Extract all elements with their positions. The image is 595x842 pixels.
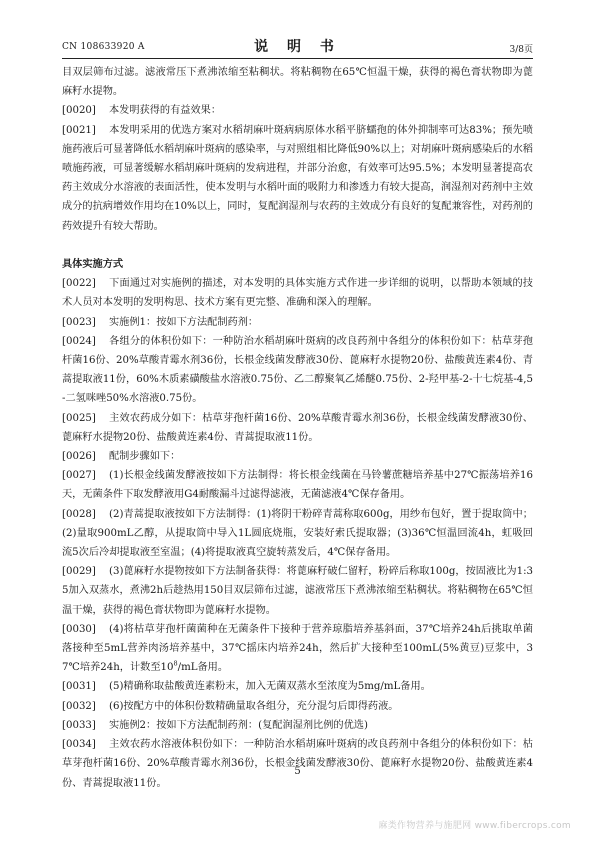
page-number: 5 bbox=[294, 766, 301, 777]
paragraph bbox=[62, 274, 533, 312]
page-header bbox=[62, 34, 533, 56]
paragraph-number: [0032] bbox=[62, 700, 96, 712]
paragraph-number: [0033] bbox=[62, 719, 96, 731]
paragraph bbox=[62, 332, 533, 409]
paragraph-text: 主效农药水溶液体积份如下：一种防治水稻胡麻叶斑病的改良药剂中各组分的体积份如下：枯草芽孢杆菌16份、20%草酸青霉水剂36份，长根金线菌发酵液30份、蓖麻籽水提物20份、盐酸黄连素4份、青蒿提取液11份。 bbox=[62, 739, 533, 789]
paragraph-text: (1)长根金线菌发酵液按如下方法制得：将长根金线菌在马铃薯蔗糖培养基中27℃振荡培养16天，无菌条件下取发酵液用G4耐酸漏斗过滤得滤液，无菌滤液4℃保存备用。 bbox=[62, 470, 533, 501]
paragraph-number: [0024] bbox=[62, 335, 96, 347]
document-body bbox=[62, 63, 533, 793]
paragraph bbox=[62, 620, 533, 678]
paragraph-text: (6)按配方中的体积份数精确量取各组分，充分混匀后即得药液。 bbox=[109, 700, 399, 712]
paragraph-text: (5)精确称取盐酸黄连素粉末，加入无菌双蒸水至浓度为5mg/mL备用。 bbox=[109, 681, 431, 693]
paragraph-text: 主效农药成分如下：枯草芽孢杆菌16份、20%草酸青霉水剂36份，长根金线菌发酵液30份、蓖麻籽水提物20份、盐酸黄连素4份、青蒿提取液11份。 bbox=[62, 412, 533, 443]
paragraph-text: 下面通过对实施例的描述，对本发明的具体实施方式作进一步详细的说明，以帮助本领域的技术人员对本发明的发明构思、技术方案有更完整、准确和深入的理解。 bbox=[62, 278, 533, 309]
paragraph-text: 本发明获得的有益效果： bbox=[109, 105, 222, 117]
paragraph bbox=[62, 447, 533, 466]
paragraph-number: [0023] bbox=[62, 316, 96, 328]
paragraph-text: (2)青蒿提取液按如下方法制得：(1)将阴干粉碎青蒿称取600g，用纱布包好，置于提取筒中；(2)量取900mL乙醇，从提取筒中导入1L圆底烧瓶，安装好索氏提取器；(3)36℃恒温回流4h，虹吸回流5次后冷却提取液至室温；(4)将提取液真空旋转蒸发后，4℃保存备用。 bbox=[62, 508, 533, 559]
paragraph bbox=[62, 313, 533, 332]
paragraph-number: [0027] bbox=[62, 470, 96, 482]
paragraph-number: [0022] bbox=[62, 278, 96, 290]
paragraph bbox=[62, 505, 533, 563]
header-rule bbox=[62, 58, 533, 59]
section-heading: 具体实施方式 bbox=[62, 258, 124, 271]
paragraph-number: [0034] bbox=[62, 739, 96, 751]
paragraph bbox=[62, 101, 533, 120]
paragraph-text: (4)将枯草芽孢杆菌菌种在无菌条件下接种于营养琼脂培养基斜面，37℃培养24h后挑取单菌落接种至5mL营养肉汤培养基中，37℃摇床内培养24h，然后扩大接种至100mL(5%黄豆)豆浆中，37℃培养24h，计数至$10^8/mL$备用。 bbox=[62, 623, 533, 674]
paragraph-number: [0025] bbox=[62, 412, 96, 424]
document-title: 说 明 书 bbox=[254, 39, 341, 55]
paragraph bbox=[62, 409, 533, 447]
paragraph bbox=[62, 677, 533, 696]
paragraph-number: [0030] bbox=[62, 623, 96, 635]
paragraph-number: [0021] bbox=[62, 124, 96, 136]
paragraph-text: 实施例2：按如下方法配制药剂：(复配润湿剂比例的优选) bbox=[109, 719, 368, 731]
paragraph-text: 实施例1：按如下方法配制药剂： bbox=[109, 316, 259, 328]
paragraph-number: [0020] bbox=[62, 105, 96, 117]
paragraph bbox=[62, 466, 533, 504]
paragraph-number: [0031] bbox=[62, 681, 96, 693]
paragraph-text: (3)蓖麻籽水提物按如下方法制备获得：将蓖麻籽破仁留籽，粉碎后称取100g，按固液比为1:35加入双蒸水，煮沸2h后趁热用150目双层筛布过滤，滤液常压下煮沸浓缩至粘稠状。将粘稠物在65℃恒温干燥，获得的褐色膏状物即为蓖麻籽水提物。 bbox=[62, 566, 533, 616]
paragraph-text: 各组分的体积份如下：一种防治水稻胡麻叶斑病的改良药剂中各组分的体积份如下：枯草芽孢杆菌16份、20%草酸青霉水剂36份，长根金线菌发酵液30份、蓖麻籽水提物20份、盐酸黄连素4份、青蒿提取液11份，60%木质素磺酸盐水溶液0.75份、乙二醇聚氧乙烯醚0.75份、2-羟甲基-2-十七烷基-4,5-二氢咪唑50%水溶液0.75份。 bbox=[62, 335, 533, 405]
paragraph-number: [0026] bbox=[62, 451, 96, 463]
paragraph bbox=[62, 716, 533, 735]
paragraph-text: 配制步骤如下： bbox=[109, 451, 181, 463]
watermark: 麻类作物营养与施肥网 www.fibercrops.com bbox=[378, 821, 571, 831]
paragraph bbox=[62, 697, 533, 716]
paragraph-text: 本发明采用的优选方案对水稻胡麻叶斑病病原体水稻平脐蠕孢的体外抑制率可达83%；预先喷施药液后可显著降低水稻胡麻叶斑病的感染率，与对照组相比降低90%以上；对胡麻叶斑病感染后的水稻喷施药液，可显著缓解水稻胡麻叶斑病的发病进程，并部分治愈，有效率可达95.5%；本发明显著提高农药主效成分水溶液的表面活性，使本发明与水稻叶面的吸附力和渗透力有较大提高，润湿剂对药剂中主效成分的抗病增效作用均在10%以上，同时，复配润湿剂与农药的主效成分有良好的复配兼容性，对药剂的药效提升有较大帮助。 bbox=[62, 124, 533, 232]
paragraph-number: [0029] bbox=[62, 566, 96, 578]
paragraph bbox=[62, 562, 533, 620]
paragraph bbox=[62, 121, 533, 236]
page-indicator: 3/8页 bbox=[509, 45, 533, 55]
paragraph-number: [0028] bbox=[62, 508, 96, 520]
paragraph bbox=[62, 735, 533, 793]
paragraph-continuation: 目双层筛布过滤。滤液常压下煮沸浓缩至粘稠状。将粘稠物在65℃恒温干燥，获得的褐色膏状物即为蓖麻籽水提物。 bbox=[62, 67, 533, 98]
publication-number: CN 108633920 A bbox=[62, 42, 145, 52]
